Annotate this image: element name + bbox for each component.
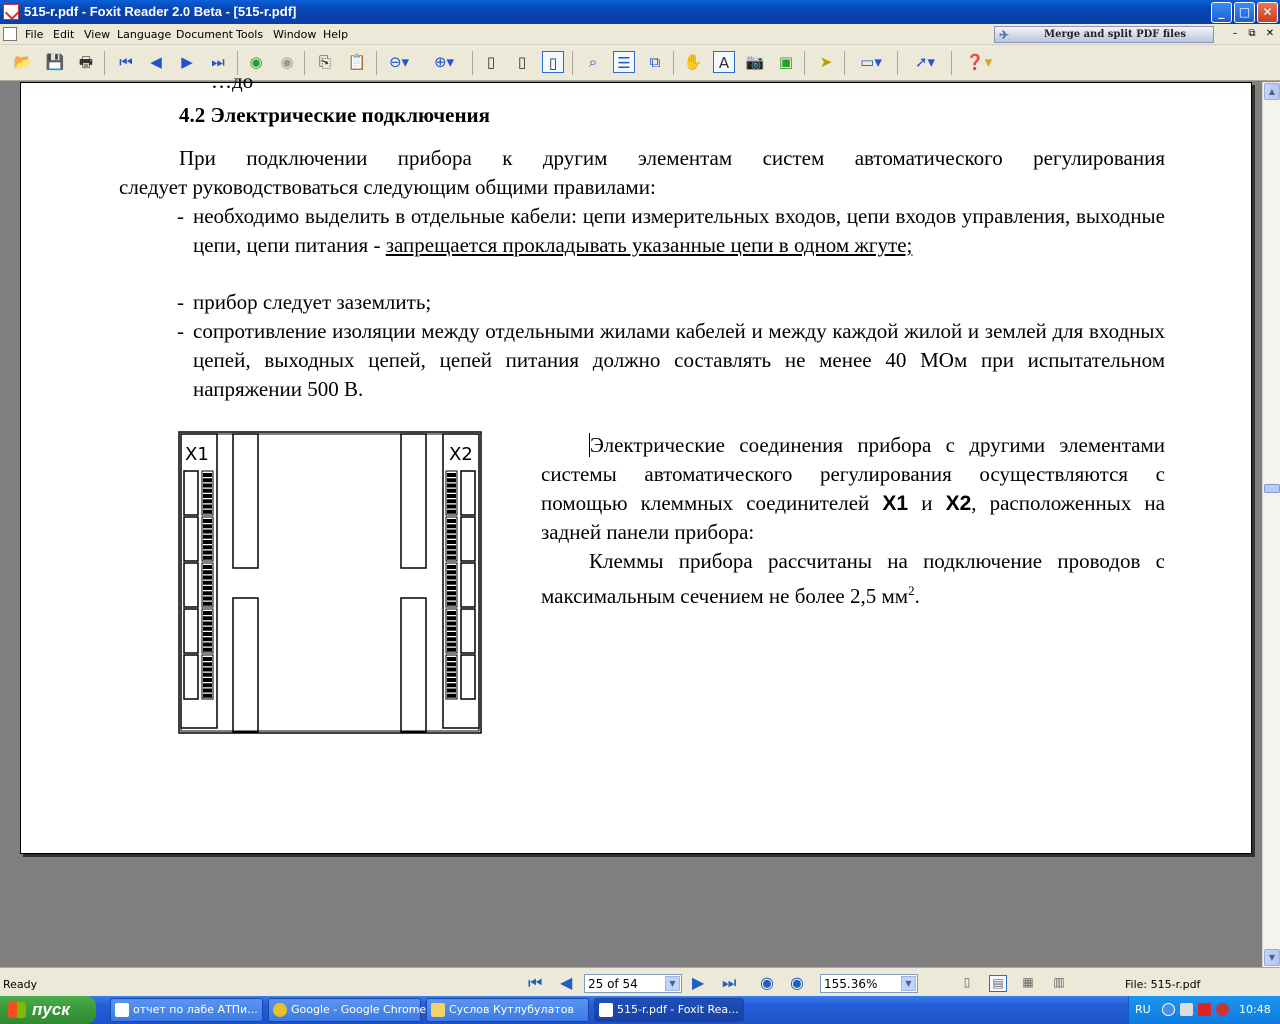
single-page-icon[interactable]: ▯ [486,53,496,71]
terminals-paragraph [541,547,1165,611]
image-icon[interactable]: ▣ [778,53,794,71]
menu-edit[interactable]: Edit [53,28,75,41]
task-label: отчет по лабе АТПи... [133,1003,258,1016]
terminal-pin [203,611,212,615]
terminal-pin [447,499,456,503]
continuous-facing-view-icon[interactable]: ▥ [1053,975,1065,989]
task-folder[interactable] [426,998,589,1022]
terminal-pin [203,602,212,606]
terminal-pin [447,627,456,631]
terminal-pin [203,510,212,514]
terminal-pin [203,519,212,523]
form-icon[interactable]: ▭▾ [860,53,882,71]
taskbar [0,996,1280,1024]
last-page-icon[interactable]: ⏭ [211,53,225,71]
terminal-pin [447,510,456,514]
terminal-pin [203,570,212,574]
terminal-pin [447,678,456,682]
terminal-pin [203,678,212,682]
terminal-diagram [178,431,484,736]
bullet-dash: - [177,319,184,343]
task-label: Суслов Кутлубулатов [449,1003,574,1016]
terminal-pin [447,602,456,606]
task-label: 515-r.pdf - Foxit Rea... [617,1003,739,1016]
toolbar-separator [804,51,805,75]
terminal-pin [447,622,456,626]
terminal-pin [447,551,456,555]
x2-ref: X2 [945,492,972,515]
antivirus-icon[interactable] [1198,1003,1211,1016]
menu-bar [0,24,1280,45]
terminal-pin [203,489,212,493]
terminal-pin [203,551,212,555]
prev-page-nav-icon[interactable]: ◀ [560,973,573,992]
task-word-doc[interactable] [110,998,263,1022]
toolbar-separator [376,51,377,75]
folder-icon [431,1003,445,1017]
terminal-pin [447,662,456,666]
prev-page-icon[interactable]: ◀ [150,53,162,71]
terminal-pin [447,494,456,498]
terminal-pin [203,473,212,477]
terminal-pin [203,535,212,539]
system-tray [1128,996,1280,1024]
menu-document[interactable]: Document [176,28,233,41]
open-icon[interactable]: 📂 [13,53,33,71]
back-nav-icon[interactable]: ◉ [760,973,774,992]
terminal-pin [203,565,212,569]
network-icon[interactable] [1180,1003,1193,1016]
bullet-1-underlined: запрещается прокладывать указанные цепи в одном жгуте; [385,233,913,257]
terminal-pin [447,683,456,687]
terminal-pin [203,478,212,482]
intro-paragraph [119,144,1165,202]
terminal-pin [203,581,212,585]
select-icon[interactable]: ➤ [819,53,833,71]
terminal-pin [447,556,456,560]
terminal-pin [447,535,456,539]
terminal-pin [447,611,456,615]
terminal-pin [203,616,212,620]
bullet-2 [178,288,1165,317]
help-icon[interactable]: ❓▾ [965,53,993,71]
terminal-pin [203,689,212,693]
scroll-up-arrow-icon[interactable]: ▲ [1264,83,1280,100]
bullet-dash: - [177,290,184,314]
vertical-scrollbar[interactable] [1262,82,1280,967]
page-number-field[interactable] [584,974,682,993]
terminal-pin [203,494,212,498]
snapshot-icon[interactable]: 📷 [745,53,765,71]
terminal-pin [447,668,456,672]
terminal-pin [447,616,456,620]
terminals-text: Клеммы прибора рассчитаны на подключение проводов с максимальным сечением не более 2,5 мм [541,549,1165,608]
copy-icon[interactable]: ⎘ [318,53,331,71]
terminal-pin [203,632,212,636]
bookmarks-icon[interactable]: ☰ [613,51,635,73]
connection-text: Электрические соединения прибора с другими элементами системы автоматического регулирования осуществляются с помощью клеммных соединителей [541,433,1165,515]
terminal-pin [447,597,456,601]
terminal-pin [447,540,456,544]
hand-tool-icon[interactable]: ✋ [683,53,703,71]
terminal-pin [203,637,212,641]
terminal-pin [447,505,456,509]
zoom-in-icon[interactable]: ⊕▾ [433,53,455,71]
bullet-2-text: прибор следует заземлить; [193,290,432,314]
continuous-icon[interactable]: ▯ [517,53,527,71]
terminal-pin [447,586,456,590]
bullet-dash: - [177,204,184,228]
single-page-view-icon[interactable]: ▯ [963,975,971,989]
toolbar-separator [897,51,898,75]
terminal-pin [447,576,456,580]
windows-logo-icon [8,1002,26,1018]
chevron-down-icon[interactable]: ▼ [665,976,680,991]
toolbar [0,45,1280,81]
terminal-pin [447,530,456,534]
window-title: 515-r.pdf - Foxit Reader 2.0 Beta - [515-r.pdf] [24,4,297,19]
terminal-pin [203,556,212,560]
pdf-page[interactable] [20,69,1252,854]
terminal-pin [203,597,212,601]
x1-label: X1 [185,444,209,465]
word-icon [115,1003,129,1017]
thumbnails-icon[interactable]: ⧉ [649,53,661,71]
toolbar-separator [951,51,952,75]
first-page-nav-icon[interactable]: ⏮ [528,973,543,992]
start-button[interactable] [0,996,96,1024]
superscript-2: 2 [908,583,915,598]
period: . [914,584,920,608]
intro-line-1: При подключении прибора к другим элементам систем автоматического регулирования [179,146,1165,170]
chevron-down-icon[interactable]: ▼ [901,976,916,991]
terminal-pin [447,581,456,585]
and-text: и [908,491,946,515]
terminal-pin [203,576,212,580]
maximize-button[interactable]: □ [1234,2,1255,23]
menu-view[interactable]: View [84,28,111,41]
scroll-down-arrow-icon[interactable]: ▼ [1264,949,1280,966]
bullet-3 [178,317,1165,404]
scroll-thumb[interactable] [1264,484,1280,493]
find-icon[interactable]: ⌕ [588,53,598,71]
zoom-out-icon[interactable]: ⊖▾ [388,53,410,71]
terminal-pin [203,694,212,698]
start-label: пуск [32,1000,70,1019]
terminal-pin [447,689,456,693]
close-button[interactable]: ✕ [1257,2,1278,23]
terminal-pin [447,657,456,661]
terminal-pin [203,540,212,544]
terminal-pin [447,545,456,549]
x1-ref: X1 [882,492,909,515]
terminal-pin [203,530,212,534]
intro-line-2: следует руководствоваться следующим общими правилами: [119,175,656,199]
document-viewport[interactable] [0,69,1262,967]
terminal-pin [447,565,456,569]
terminal-pin [447,473,456,477]
toolbar-separator [673,51,674,75]
terminal-pin [447,673,456,677]
terminal-pin [203,668,212,672]
arrow-tool-icon[interactable]: ➚▾ [914,53,936,71]
terminal-pin [203,499,212,503]
paper-plane-icon: ✈ [999,28,1010,42]
terminal-pin [203,683,212,687]
terminal-pin [447,519,456,523]
first-page-icon[interactable]: ⏮ [119,53,133,71]
terminal-pin [447,570,456,574]
ad-text: Merge and split PDF files [1044,29,1186,40]
terminal-pin [447,524,456,528]
language-indicator[interactable]: RU [1135,1003,1151,1016]
status-bar [0,967,1280,996]
last-page-nav-icon[interactable]: ⏭ [722,973,737,992]
terminal-pin [447,489,456,493]
terminal-pin [203,643,212,647]
terminal-pin [447,694,456,698]
terminal-pin [203,505,212,509]
print-icon[interactable]: 🖶 [78,53,94,71]
security-icon[interactable] [1216,1003,1229,1016]
menu-help[interactable]: Help [323,28,349,41]
task-chrome[interactable] [268,998,427,1022]
terminal-pin [447,632,456,636]
terminal-pin [203,627,212,631]
terminal-pin [203,648,212,652]
continuous-view-icon[interactable]: ▤ [989,975,1007,992]
bullet-1 [178,202,1165,260]
mdi-close-button[interactable]: ✕ [1265,28,1275,39]
right-column-text [541,431,1165,611]
facing-view-icon[interactable]: ▦ [1022,975,1034,989]
menu-language[interactable]: Language [117,28,172,41]
foxit-icon [599,1003,613,1017]
connection-paragraph [541,431,1165,547]
terminal-pin [447,484,456,488]
forward-nav-icon[interactable]: ◉ [790,973,804,992]
terminal-pin [447,478,456,482]
terminal-pin [203,657,212,661]
connection-text-end: , расположенных на задней панели прибора: [541,491,1165,544]
menu-tools[interactable]: Tools [236,28,264,41]
terminal-pin [447,648,456,652]
x2-label: X2 [449,444,473,465]
next-page-icon[interactable]: ▶ [181,53,193,71]
diagram-frame [179,432,481,733]
paste-icon[interactable]: 📋 [347,53,367,71]
zoom-value: 155.36% [824,977,878,991]
toolbar-separator [572,51,573,75]
file-info: File: 515-r.pdf [1125,978,1201,991]
terminal-pin [203,622,212,626]
terminal-pin [447,637,456,641]
page-indicator: 25 of 54 [588,977,638,991]
mdi-minimize-button[interactable]: – [1232,28,1238,39]
task-foxit[interactable] [594,998,744,1022]
toolbar-separator [104,51,105,75]
task-label: Google - Google Chrome [291,1003,427,1016]
merge-split-ad-banner[interactable] [994,26,1214,43]
terminal-pin [203,673,212,677]
terminal-pin [203,484,212,488]
clock: 10:48 [1239,1003,1271,1016]
mdi-restore-button[interactable]: ⧉ [1248,28,1256,39]
forward-icon[interactable]: ◉ [280,53,294,71]
toolbar-separator [304,51,305,75]
back-icon[interactable]: ◉ [249,53,263,71]
bullet-1-text: необходимо выделить в отдельные кабели: цепи измерительных входов, цепи входов управления, выходные цепи, цепи питания - [193,204,1165,257]
next-page-nav-icon[interactable]: ▶ [692,973,705,992]
chrome-icon [273,1003,287,1017]
toolbar-separator [844,51,845,75]
minimize-button[interactable]: _ [1211,2,1232,23]
tray-arrow-icon[interactable] [1162,1003,1175,1016]
terminal-pin [203,586,212,590]
foxit-app-icon[interactable] [3,4,19,20]
fit-width-icon[interactable]: ▯ [542,51,564,73]
terminal-pin [203,545,212,549]
cut-off-text: …до [211,69,254,93]
terminal-pin [447,591,456,595]
menu-file[interactable]: File [25,28,44,41]
terminal-pin [203,591,212,595]
toolbar-separator [472,51,473,75]
terminal-pin [447,643,456,647]
zoom-field[interactable] [820,974,918,993]
section-heading: 4.2 Электрические подключения [179,103,491,127]
status-text: Ready [3,978,38,991]
save-icon[interactable]: 💾 [45,53,65,71]
document-icon[interactable] [3,27,17,41]
terminal-pin [203,662,212,666]
menu-window[interactable]: Window [273,28,317,41]
title-bar[interactable] [0,0,1280,24]
bullet-3-text: сопротивление изоляции между отдельными жилами кабелей и между каждой жилой и землей для входных цепей, выходных цепей, цепей питания должно составлять не менее 40 МОм при испытательном напряжении 500 В. [193,319,1165,401]
text-select-icon[interactable]: A [713,51,735,73]
terminal-pin [203,524,212,528]
